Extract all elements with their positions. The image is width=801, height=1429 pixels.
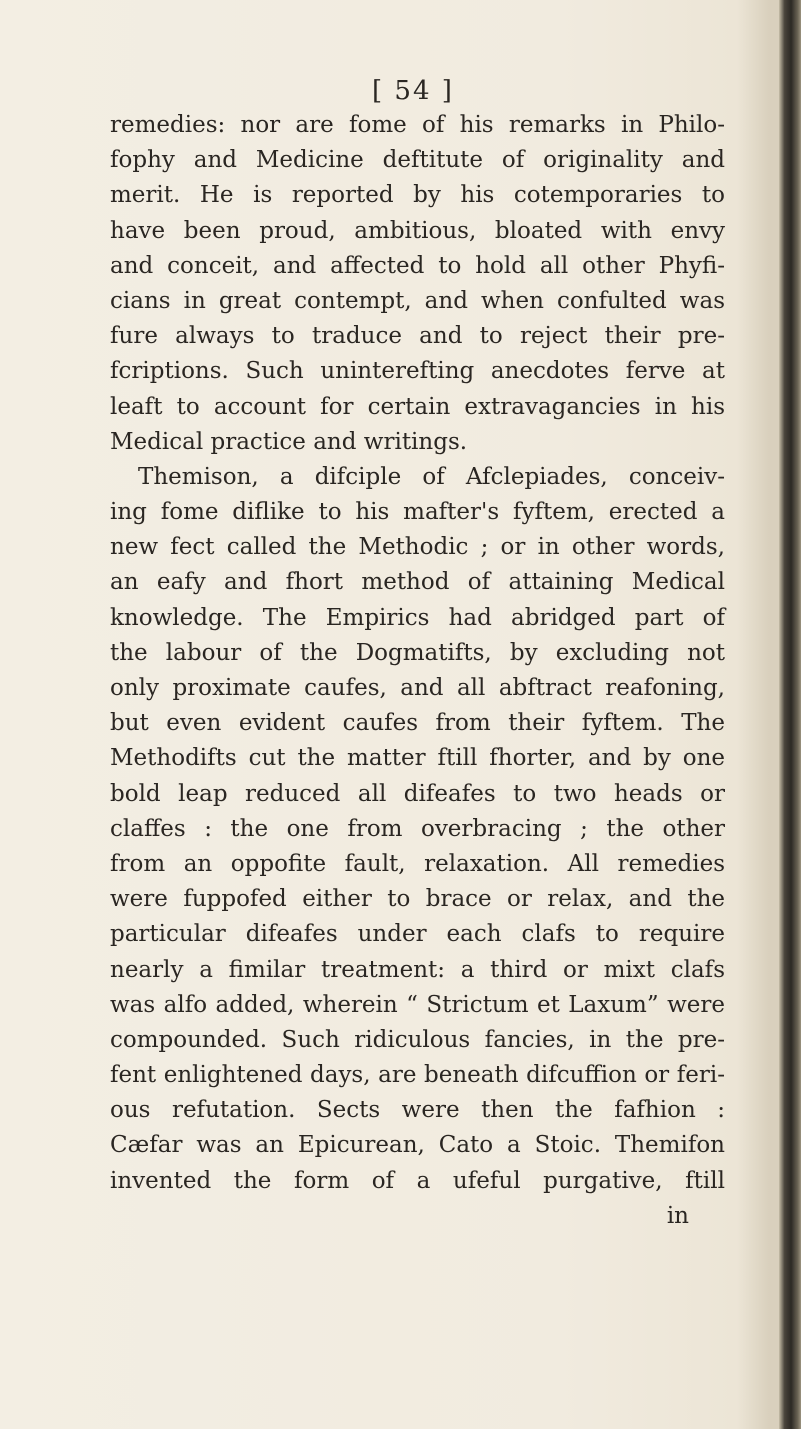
text-line: nearly a fimilar treatment: a third or mixt clafs bbox=[110, 956, 725, 983]
text-line: fent enlightened days, are beneath difcuffion or feri- bbox=[110, 1062, 725, 1089]
text-line: merit. He is reported by his cotemporaries to bbox=[110, 182, 725, 209]
text-line: only proximate caufes, and all abftract reafoning, bbox=[110, 675, 725, 701]
text-line: fcriptions. Such uninterefting anecdotes ferve at bbox=[110, 358, 725, 385]
text-line: was alfo added, wherein “ Strictum et Laxum” were bbox=[110, 991, 725, 1018]
text-line: claffes : the one from overbracing ; the other bbox=[110, 815, 725, 842]
text-line: Themison, a difciple of Afclepiades, conceiv- bbox=[138, 463, 725, 490]
text-line: fophy and Medicine deftitute of originality and bbox=[110, 147, 725, 174]
text-line: cians in great contempt, and when confulted was bbox=[110, 287, 725, 314]
catchword: in bbox=[666, 1202, 689, 1229]
page-binding-edge bbox=[779, 0, 801, 1429]
page-number: [ 54 ] bbox=[372, 76, 454, 106]
text-line: from an oppofite fault, relaxation. All remedies bbox=[110, 850, 725, 877]
text-line: bold leap reduced all difeafes to two heads or bbox=[110, 780, 725, 807]
text-line: but even evident caufes from their fyftem. The bbox=[110, 710, 725, 737]
text-line: Methodifts cut the matter ftill fhorter, and by one bbox=[110, 745, 725, 772]
text-line: the labour of the Dogmatifts, by excluding not bbox=[110, 639, 725, 666]
text-line: Medical practice and writings. bbox=[110, 428, 468, 455]
text-line: remedies: nor are fome of his remarks in Philo- bbox=[110, 112, 725, 138]
text-line: have been proud, ambitious, bloated with envy bbox=[110, 217, 725, 244]
text-line: ous refutation. Sects were then the fafhion : bbox=[110, 1097, 725, 1124]
text-line: ing fome diflike to his mafter's fyftem, erected a bbox=[110, 499, 725, 526]
text-line: Cæfar was an Epicurean, Cato a Stoic. Themifon bbox=[110, 1132, 725, 1159]
text-line: were fuppofed either to brace or relax, and the bbox=[110, 886, 725, 913]
text-line: invented the form of a ufeful purgative, ftill bbox=[110, 1167, 725, 1194]
text-line: and conceit, and affected to hold all other Phyfi- bbox=[110, 252, 725, 279]
text-line: particular difeafes under each clafs to require bbox=[110, 921, 725, 948]
text-line: new fect called the Methodic ; or in other words, bbox=[110, 534, 725, 561]
text-line: fure always to traduce and to reject their pre- bbox=[110, 323, 725, 350]
text-line: compounded. Such ridiculous fancies, in the pre- bbox=[110, 1026, 725, 1053]
body-text bbox=[110, 108, 725, 1234]
text-line: an eafy and fhort method of attaining Medical bbox=[110, 569, 725, 596]
text-line: knowledge. The Empirics had abridged part of bbox=[110, 604, 725, 631]
text-line: leaft to account for certain extravagancies in his bbox=[110, 393, 725, 420]
